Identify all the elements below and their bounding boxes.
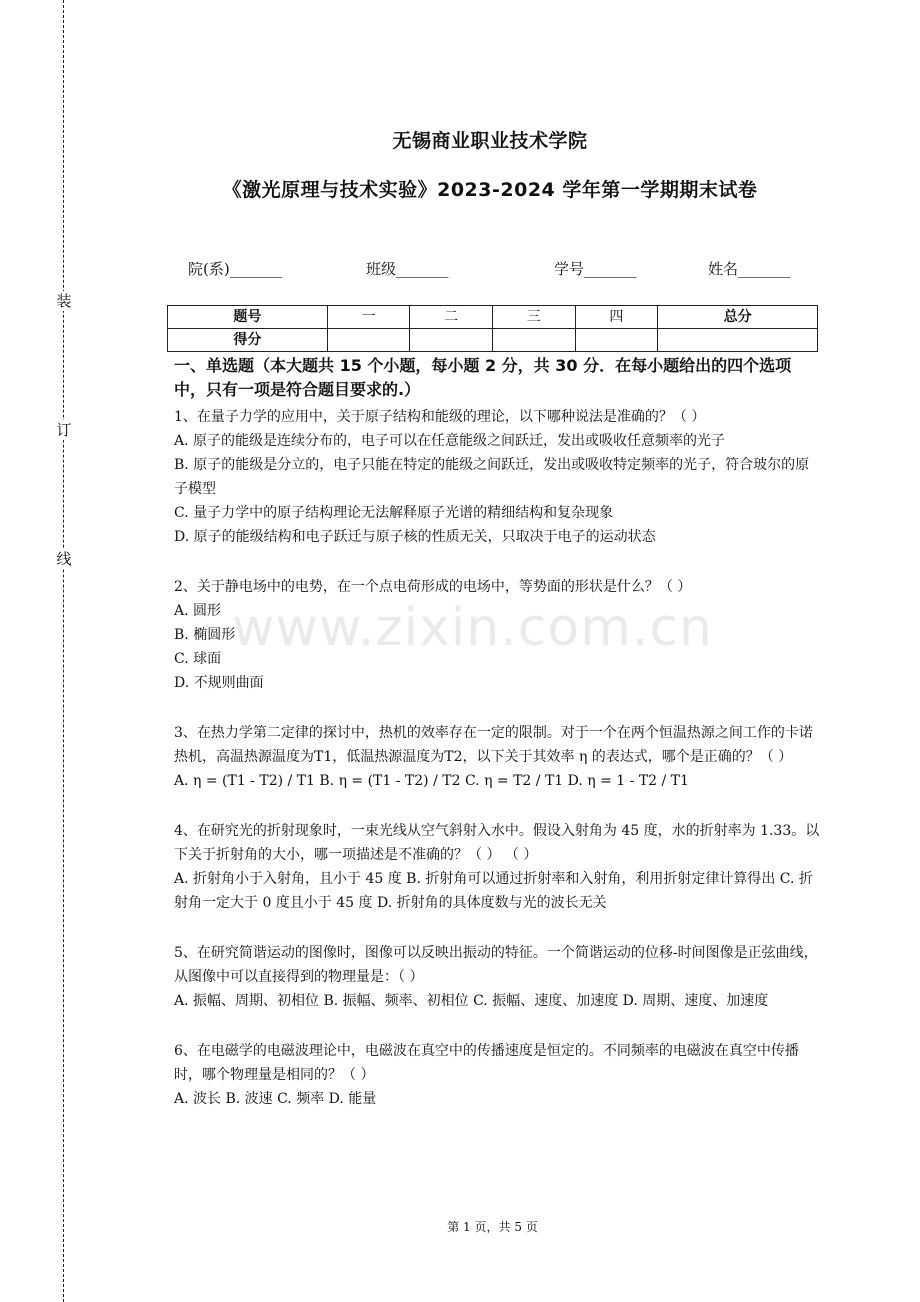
options-inline: A. 折射角小于入射角，且小于 45 度 B. 折射角可以通过折射率和入射角，利用折射定律计算得出 C. 折射角一定大于 0 度且小于 45 度 D. 折射角的具体度数与光的波长无关: [174, 871, 813, 911]
watermark: www.zixin.com.cn: [232, 598, 713, 658]
score-label: 得分: [168, 329, 328, 352]
binding-char-zhuang: 装: [56, 292, 72, 310]
option-c: C. 量子力学中的原子结构理论无法解释原子光谱的精细结构和复杂现象: [174, 505, 614, 521]
question-stem: 3、在热力学第二定律的探讨中，热机的效率存在一定的限制。对于一个在两个恒温热源之间工作的卡诺热机，高温热源温度为T1，低温热源温度为T2，以下关于其效率 η 的表达式，哪个是正确的？（ ）: [174, 725, 813, 765]
class-field: 班级_______: [366, 260, 449, 278]
options-inline: A. 波长 B. 波速 C. 频率 D. 能量: [174, 1091, 377, 1107]
student-id-field: 学号_______: [554, 260, 637, 278]
score-table: [167, 305, 818, 352]
option-d: D. 不规则曲面: [174, 675, 264, 691]
option-a: A. 圆形: [174, 603, 222, 619]
options-inline: A. 振幅、周期、初相位 B. 振幅、频率、初相位 C. 振幅、速度、加速度 D. 周期、速度、加速度: [174, 993, 769, 1009]
option-d: D. 原子的能级结构和电子跃迁与原子核的性质无关，只取决于电子的运动状态: [174, 529, 656, 545]
section-heading: 一、单选题（本大题共 15 个小题，每小题 2 分，共 30 分．在每小题给出的四个选项中，只有一项是符合题目要求的.）: [174, 356, 792, 399]
question-4: [174, 819, 822, 915]
question-5: [174, 941, 822, 1013]
score-table-score-row: [168, 329, 818, 352]
question-stem: 1、在量子力学的应用中，关于原子结构和能级的理论，以下哪种说法是准确的？（ ）: [174, 409, 706, 425]
option-b: B. 椭圆形: [174, 627, 236, 643]
question-1: [174, 405, 822, 549]
question-stem: 6、在电磁学的电磁波理论中，电磁波在真空中的传播速度是恒定的。不同频率的电磁波在真空中传播时，哪个物理量是相同的？（ ）: [174, 1043, 799, 1083]
column-total: 总分: [658, 306, 818, 329]
score-cell-total: [658, 329, 818, 352]
exam-title: 《激光原理与技术实验》2023-2024 学年第一学期期末试卷: [222, 179, 758, 201]
option-c: C. 球面: [174, 651, 222, 667]
option-a: A. 原子的能级是连续分布的，电子可以在任意能级之间跃迁，发出或吸收任意频率的光子: [174, 433, 726, 449]
column-4: 四: [575, 306, 658, 329]
binding-char-xian: 线: [56, 550, 72, 568]
binding-dashed-line: [63, 0, 64, 1302]
question-stem: 4、在研究光的折射现象时，一束光线从空气斜射入水中。假设入射角为 45 度，水的折射率为 1.33。以下关于折射角的大小，哪一项描述是不准确的？（ ） （ ）: [174, 823, 820, 863]
question-3: [174, 721, 822, 793]
score-cell-1: [327, 329, 410, 352]
column-1: 一: [327, 306, 410, 329]
score-cell-2: [410, 329, 493, 352]
question-stem: 2、关于静电场中的电势，在一个点电荷形成的电场中，等势面的形状是什么？（ ）: [174, 579, 692, 595]
option-b: B. 原子的能级是分立的，电子只能在特定的能级之间跃迁，发出或吸收特定频率的光子，符合玻尔的原子模型: [174, 457, 810, 497]
question-stem: 5、在研究简谐运动的图像时，图像可以反映出振动的特征。一个简谐运动的位移-时间图像是正弦曲线，从图像中可以直接得到的物理量是：（ ）: [174, 945, 818, 985]
school-name: 无锡商业职业技术学院: [392, 130, 588, 152]
department-field: 院(系)_______: [188, 260, 283, 278]
column-2: 二: [410, 306, 493, 329]
name-field: 姓名_______: [708, 260, 791, 278]
exam-content: [174, 354, 822, 1137]
score-cell-3: [492, 329, 575, 352]
page-footer: 第 1 页，共 5 页: [447, 1220, 538, 1234]
question-6: [174, 1039, 822, 1111]
column-3: 三: [492, 306, 575, 329]
question-2: [174, 575, 822, 695]
options-inline: A. η = (T1 - T2) / T1 B. η = (T1 - T2) / T2 C. η = T2 / T1 D. η = 1 - T2 / T1: [174, 773, 689, 789]
binding-char-ding: 订: [56, 421, 72, 439]
question-number-label: 题号: [168, 306, 328, 329]
score-cell-4: [575, 329, 658, 352]
score-table-header-row: [168, 306, 818, 329]
